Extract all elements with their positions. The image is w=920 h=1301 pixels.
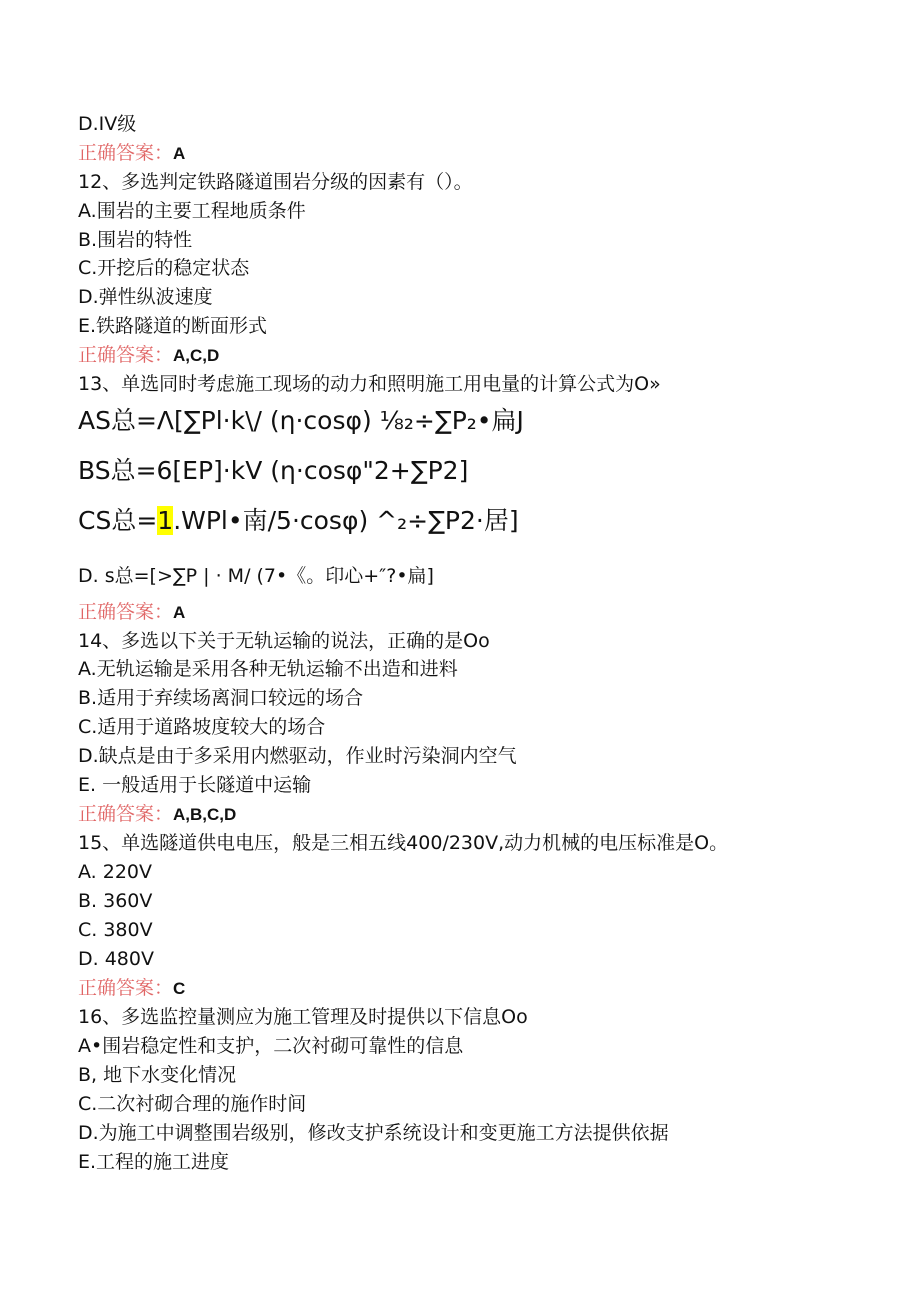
formula-option-d: D. s总=[>∑P | · M/ (7•《。印心+″?•扁] [78, 565, 434, 587]
answer-value: C [173, 979, 186, 998]
question-14: 14、多选以下关于无轨运输的说法，正确的是Oo [78, 630, 490, 652]
option-b-q12: B.围岩的特性 [78, 229, 193, 251]
answer-q15 [78, 974, 185, 1003]
option-a-q14: A.无轨运输是采用各种无轨运输不出造和进料 [78, 658, 458, 680]
question-15: 15、单选隧道供电电压，般是三相五线400/230V,动力机械的电压标准是O。 [78, 832, 729, 854]
option-c-q16: C.二次衬砌合理的施作时间 [78, 1093, 307, 1115]
answer-value: A,C,D [173, 346, 220, 365]
answer-q14 [78, 800, 236, 829]
question-16: 16、多选监控量测应为施工管理及时提供以下信息Oo [78, 1006, 528, 1028]
answer-value: A [173, 144, 186, 163]
option-d-q15: D. 480V [78, 948, 154, 970]
answer-value: A,B,C,D [173, 805, 237, 824]
answer-label: 正确答案： [78, 803, 174, 825]
option-d-q12: D.弹性纵波速度 [78, 286, 213, 308]
formula-c-suffix: .WPl•南/5·cosφ) ^₂÷∑P2·居] [173, 506, 519, 535]
option-a-q15: A. 220V [78, 861, 153, 883]
answer-label: 正确答案： [78, 142, 174, 164]
formula-c-prefix: CS总= [78, 506, 158, 535]
formula-option-a: AS总=Λ[∑Pl·k\/ (η·cosφ) ⅛₂÷∑P₂•扁J [78, 406, 524, 435]
option-e-q14: E. 一般适用于长隧道中运输 [78, 774, 312, 796]
answer-label: 正确答案： [78, 977, 174, 999]
answer-q13 [78, 598, 185, 627]
question-13: 13、单选同时考虑施工现场的动力和照明施工用电量的计算公式为O» [78, 373, 661, 395]
answer-q11 [78, 139, 185, 168]
answer-label: 正确答案： [78, 601, 174, 623]
option-e-q12: E.铁路隧道的断面形式 [78, 315, 268, 337]
option-c-q14: C.适用于道路坡度较大的场合 [78, 716, 326, 738]
question-12: 12、多选判定铁路隧道围岩分级的因素有（）。 [78, 171, 473, 193]
option-c-q12: C.开挖后的稳定状态 [78, 257, 250, 279]
option-d-q14: D.缺点是由于多采用内燃驱动，作业时污染洞内空气 [78, 745, 517, 767]
option-a-q16: A•围岩稳定性和支护，二次衬砌可靠性的信息 [78, 1035, 464, 1057]
answer-q12 [78, 341, 219, 370]
option-b-q16: B, 地下水变化情况 [78, 1064, 237, 1086]
option-d-q11: D.IV级 [78, 113, 137, 135]
option-c-q15: C. 380V [78, 919, 153, 941]
formula-option-b: BS总=6[EP]·kV (η·cosφ"2+∑P2] [78, 456, 469, 485]
option-a-q12: A.围岩的主要工程地质条件 [78, 200, 306, 222]
option-d-q16: D.为施工中调整围岩级别，修改支护系统设计和变更施工方法提供依据 [78, 1122, 669, 1144]
formula-option-c [78, 503, 519, 539]
option-b-q15: B. 360V [78, 890, 153, 912]
option-e-q16: E.工程的施工进度 [78, 1151, 230, 1173]
highlighted-text: 1 [157, 506, 174, 535]
answer-label: 正确答案： [78, 344, 174, 366]
answer-value: A [173, 603, 186, 622]
option-b-q14: B.适用于弃续场离洞口较远的场合 [78, 687, 364, 709]
